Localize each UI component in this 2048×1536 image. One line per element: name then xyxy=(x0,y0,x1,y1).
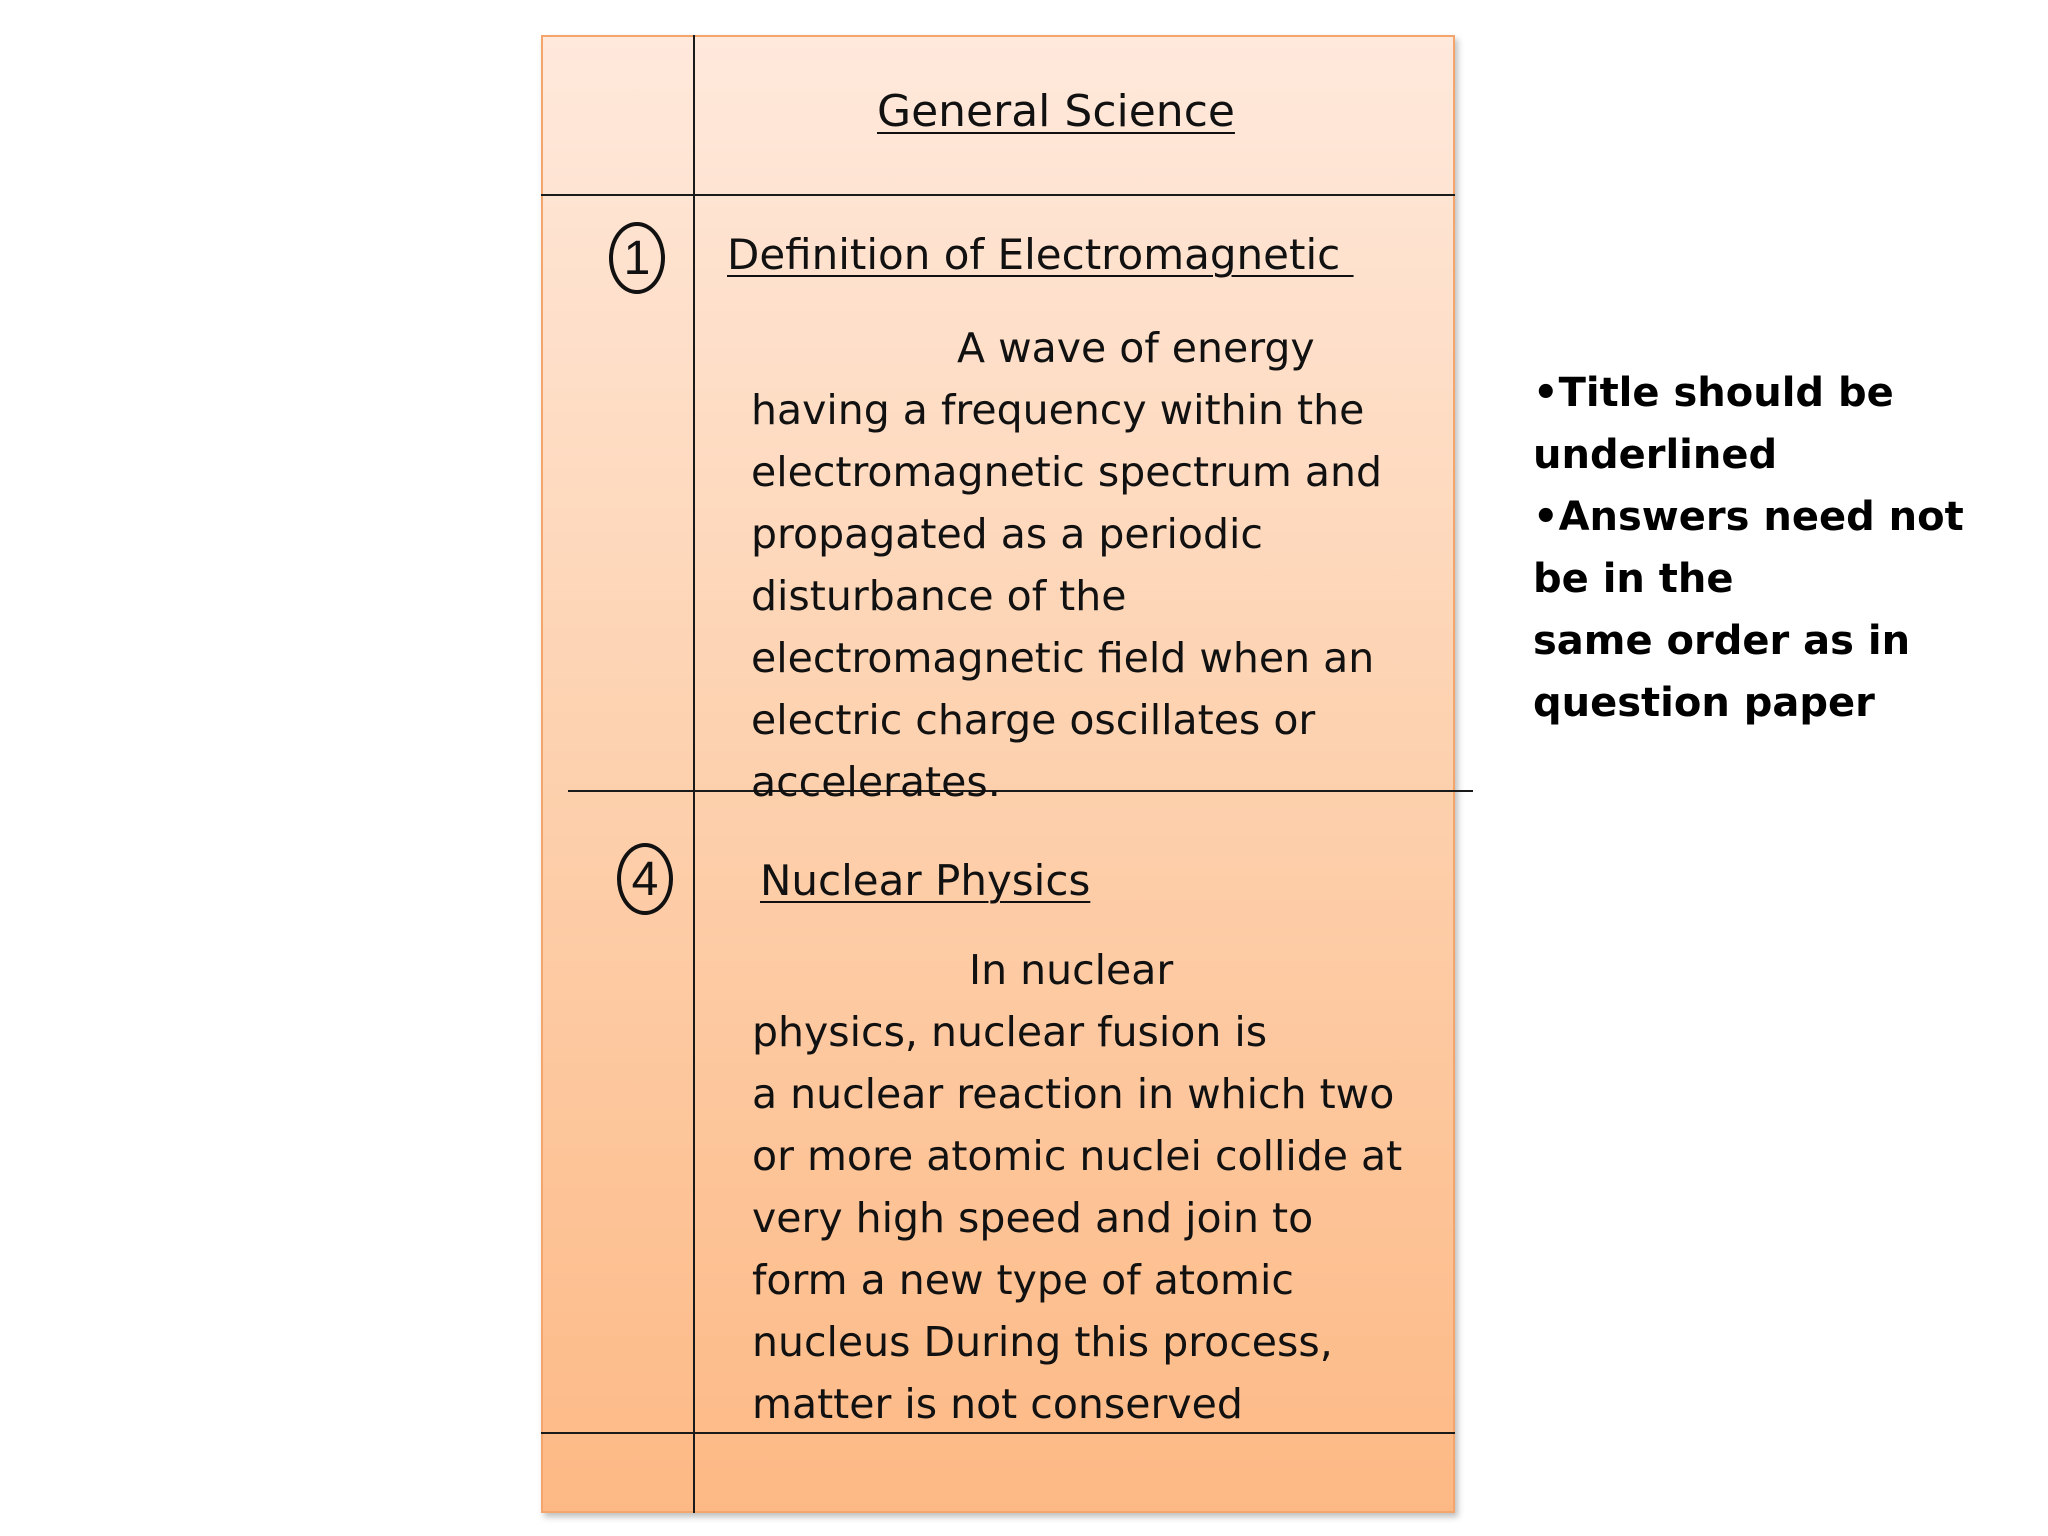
margin-line xyxy=(693,35,695,1513)
answer-1-heading: Definition of Electromagnetic xyxy=(727,230,1354,279)
note-line: be in the xyxy=(1533,556,1734,602)
answer-1-line-8: accelerates. xyxy=(751,758,1001,806)
question-number-1: 1 xyxy=(609,222,665,294)
note-line: •Answers need not xyxy=(1533,494,1964,540)
answer-1-line-2: having a frequency within the xyxy=(751,386,1365,434)
answer-1-line-7: electric charge oscillates or xyxy=(751,696,1316,744)
answer-1-line-3: electromagnetic spectrum and xyxy=(751,448,1383,496)
answer-4-line-1: In nuclear xyxy=(969,946,1174,994)
answer-1-line-6: electromagnetic field when an xyxy=(751,634,1375,682)
answer-1-line-4: propagated as a periodic xyxy=(751,510,1263,558)
answer-4-line-2: physics, nuclear fusion is xyxy=(752,1008,1268,1056)
answer-4-line-8: matter is not conserved xyxy=(752,1380,1243,1428)
note-line: underlined xyxy=(1533,432,1778,478)
header-divider xyxy=(541,194,1455,196)
note-line: question paper xyxy=(1533,680,1875,726)
sheet-title: General Science xyxy=(877,86,1235,137)
answer-4-line-7: nucleus During this process, xyxy=(752,1318,1333,1366)
answer-divider xyxy=(568,790,1473,792)
answer-4-line-4: or more atomic nuclei collide at xyxy=(752,1132,1403,1180)
answer-1-line-1: A wave of energy xyxy=(957,324,1315,372)
answer-4-line-5: very high speed and join to xyxy=(752,1194,1314,1242)
answer-4-line-3: a nuclear reaction in which two xyxy=(752,1070,1395,1118)
question-number-4: 4 xyxy=(617,843,673,915)
instruction-notes xyxy=(1533,362,2033,734)
note-line: same order as in xyxy=(1533,618,1911,664)
answer-1-line-5: disturbance of the xyxy=(751,572,1127,620)
answer-4-heading: Nuclear Physics xyxy=(760,856,1091,905)
note-line: •Title should be xyxy=(1533,370,1894,416)
answer-4-line-6: form a new type of atomic xyxy=(752,1256,1294,1304)
